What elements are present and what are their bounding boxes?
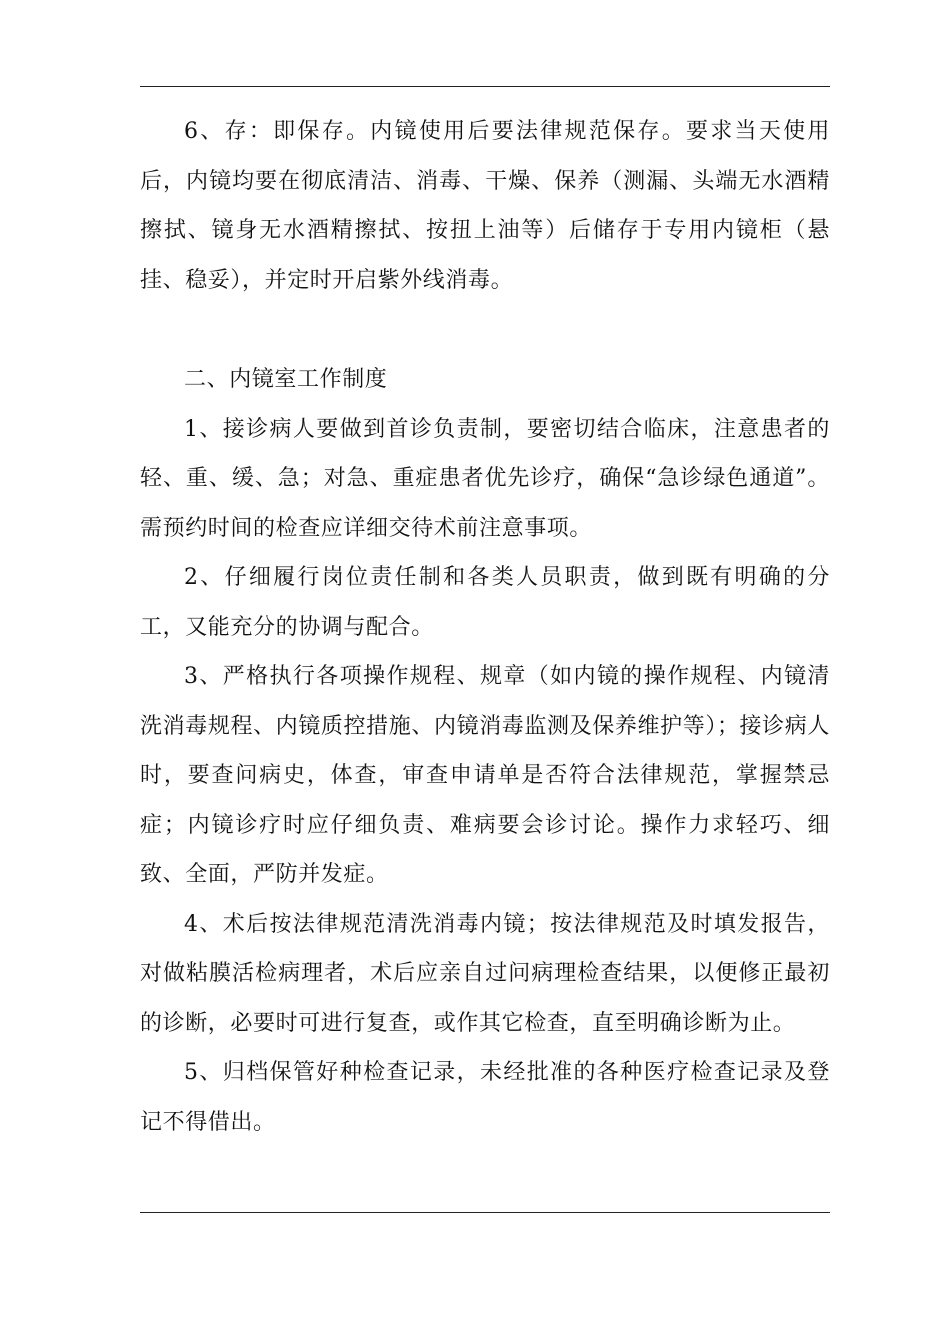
paragraph-storage: 6、存：即保存。内镜使用后要法律规范保存。要求当天使用后，内镜均要在彻底清洁、消毒、干燥、保养（测漏、头端无水酒精擦拭、镜身无水酒精擦拭、按扭上油等）后储存于专用内镜柜（悬挂、稳妥），并定时开启紫外线消毒。 xyxy=(140,119,830,293)
section-heading: 二、内镜室工作制度 xyxy=(184,367,388,392)
header-rule xyxy=(140,86,830,87)
document-body xyxy=(140,107,830,1147)
paragraph-rule-4: 4、术后按法律规范清洗消毒内镜；按法律规范及时填发报告，对做粘膜活检病理者，术后应亲自过问病理检查结果，以便修正最初的诊断，必要时可进行复查，或作其它检查，直至明确诊断为止。 xyxy=(140,911,830,1036)
paragraph-rule-1: 1、接诊病人要做到首诊负责制，要密切结合临床，注意患者的轻、重、缓、急；对急、重症患者优先诊疗，确保“急诊绿色通道”。需预约时间的检查应详细交待术前注意事项。 xyxy=(140,416,830,541)
footer-rule xyxy=(140,1212,830,1213)
paragraph-rule-2: 2、仔细履行岗位责任制和各类人员职责，做到既有明确的分工，又能充分的协调与配合。 xyxy=(140,565,830,640)
paragraph-rule-3: 3、严格执行各项操作规程、规章（如内镜的操作规程、内镜清洗消毒规程、内镜质控措施、内镜消毒监测及保养维护等）；接诊病人时，要查问病史，体查，审查申请单是否符合法律规范，掌握禁忌症；内镜诊疗时应仔细负责、难病要会诊讨论。操作力求轻巧、细致、全面，严防并发症。 xyxy=(140,664,830,887)
paragraph-rule-5: 5、归档保管好种检查记录，未经批准的各种医疗检查记录及登记不得借出。 xyxy=(140,1060,830,1135)
